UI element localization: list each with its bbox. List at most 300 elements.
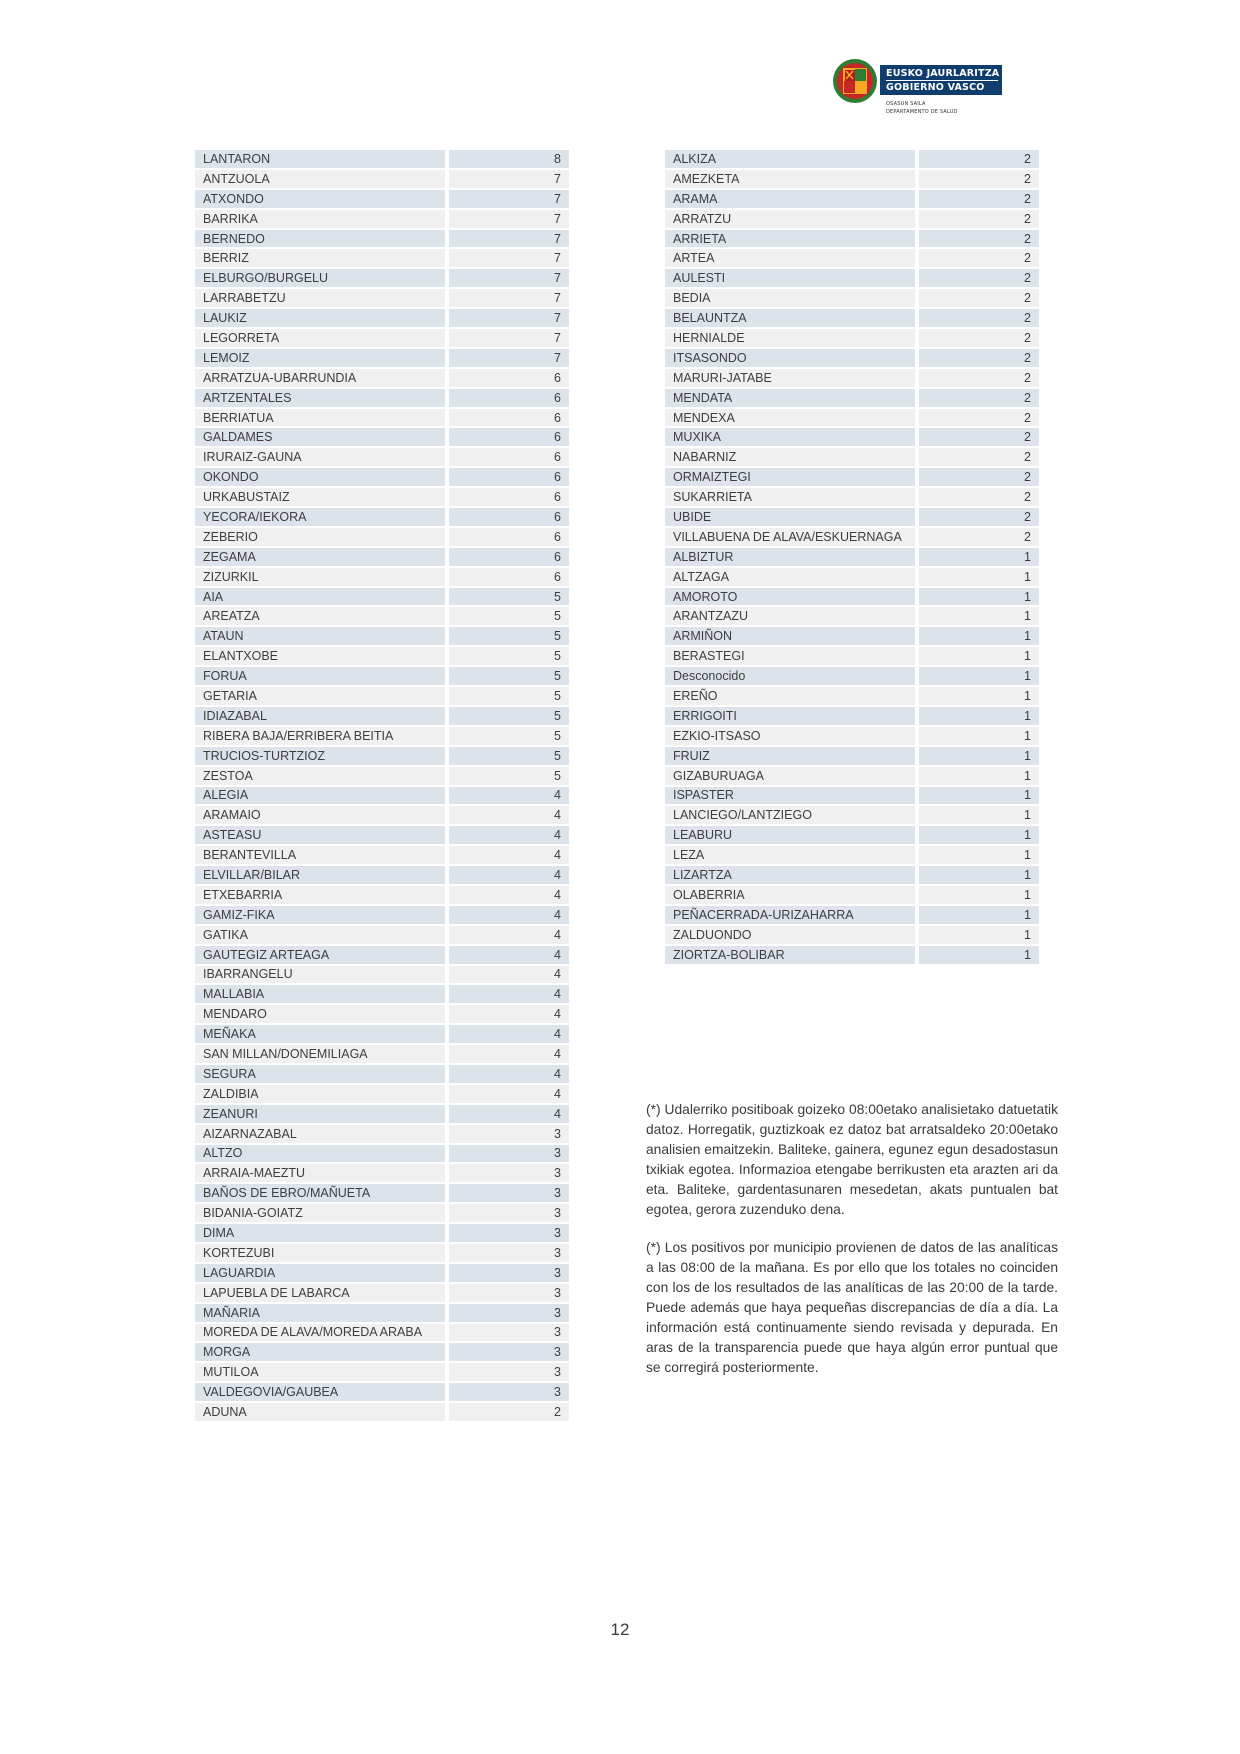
positive-count: 6	[445, 488, 569, 508]
table-row	[195, 349, 569, 369]
table-row	[665, 389, 1039, 409]
municipality-name: LANTARON	[195, 150, 445, 170]
table-row	[665, 946, 1039, 966]
table-row	[195, 866, 569, 886]
municipality-name: ATXONDO	[195, 190, 445, 210]
municipality-name: ALEGIA	[195, 787, 445, 807]
municipality-name: BEDIA	[665, 289, 915, 309]
municipality-name: ELANTXOBE	[195, 647, 445, 667]
municipality-name: NABARNIZ	[665, 448, 915, 468]
positive-count: 2	[445, 1403, 569, 1423]
municipality-name: BELAUNTZA	[665, 309, 915, 329]
table-row	[195, 170, 569, 190]
municipality-name: MENDEXA	[665, 409, 915, 429]
positive-count: 1	[915, 946, 1039, 966]
positive-count: 4	[445, 806, 569, 826]
table-row	[195, 428, 569, 448]
positive-count: 4	[445, 906, 569, 926]
municipality-name: VALDEGOVIA/GAUBEA	[195, 1383, 445, 1403]
municipality-name: GAMIZ-FIKA	[195, 906, 445, 926]
table-row	[665, 508, 1039, 528]
municipality-name: ARAMA	[665, 190, 915, 210]
positive-count: 5	[445, 767, 569, 787]
municipality-name: ANTZUOLA	[195, 170, 445, 190]
table-row	[195, 150, 569, 170]
municipality-name: AIA	[195, 588, 445, 608]
table-row	[195, 190, 569, 210]
municipality-name: ASTEASU	[195, 826, 445, 846]
municipality-name: MOREDA DE ALAVA/MOREDA ARABA	[195, 1324, 445, 1344]
positive-count: 7	[445, 309, 569, 329]
positive-count: 2	[915, 190, 1039, 210]
municipality-name: GAUTEGIZ ARTEAGA	[195, 946, 445, 966]
positive-count: 7	[445, 230, 569, 250]
positive-count: 6	[445, 428, 569, 448]
table-row	[665, 926, 1039, 946]
table-row	[195, 607, 569, 627]
positive-count: 1	[915, 687, 1039, 707]
positive-count: 1	[915, 548, 1039, 568]
positive-count: 4	[445, 946, 569, 966]
municipality-name: MAÑARIA	[195, 1304, 445, 1324]
table-row	[665, 627, 1039, 647]
municipality-name: ZIORTZA-BOLIBAR	[665, 946, 915, 966]
positive-count: 2	[915, 349, 1039, 369]
table-row	[195, 1304, 569, 1324]
positive-count: 3	[445, 1164, 569, 1184]
municipality-name: MORGA	[195, 1343, 445, 1363]
municipality-name: SAN MILLAN/DONEMILIAGA	[195, 1045, 445, 1065]
positive-count: 6	[445, 369, 569, 389]
positive-count: 7	[445, 190, 569, 210]
positive-count: 7	[445, 349, 569, 369]
positive-count: 1	[915, 866, 1039, 886]
table-row	[195, 488, 569, 508]
municipality-name: ELVILLAR/BILAR	[195, 866, 445, 886]
table-row	[195, 846, 569, 866]
table-row	[195, 1125, 569, 1145]
positive-count: 1	[915, 747, 1039, 767]
table-row	[195, 1145, 569, 1165]
positive-count: 1	[915, 627, 1039, 647]
municipality-name: ALKIZA	[665, 150, 915, 170]
table-row	[665, 309, 1039, 329]
positive-count: 2	[915, 249, 1039, 269]
positive-count: 1	[915, 707, 1039, 727]
municipality-name: ALTZO	[195, 1145, 445, 1165]
municipality-name: SUKARRIETA	[665, 488, 915, 508]
table-row	[195, 647, 569, 667]
table-row	[195, 588, 569, 608]
municipality-name: OLABERRIA	[665, 886, 915, 906]
table-row	[195, 806, 569, 826]
positive-count: 4	[445, 966, 569, 986]
table-row	[195, 269, 569, 289]
municipality-name: LAUKIZ	[195, 309, 445, 329]
table-row	[195, 329, 569, 349]
municipality-name: UBIDE	[665, 508, 915, 528]
table-row	[195, 389, 569, 409]
table-row	[195, 787, 569, 807]
positive-count: 4	[445, 846, 569, 866]
table-row	[665, 866, 1039, 886]
table-row	[665, 747, 1039, 767]
table-row	[665, 170, 1039, 190]
table-row	[195, 1264, 569, 1284]
municipality-name: ARTEA	[665, 249, 915, 269]
table-row	[195, 985, 569, 1005]
table-row	[195, 1343, 569, 1363]
municipality-name: LANCIEGO/LANTZIEGO	[665, 806, 915, 826]
positive-count: 1	[915, 787, 1039, 807]
positive-count: 2	[915, 309, 1039, 329]
table-row	[195, 767, 569, 787]
municipality-name: LARRABETZU	[195, 289, 445, 309]
municipality-name: IDIAZABAL	[195, 707, 445, 727]
positive-count: 2	[915, 269, 1039, 289]
table-row	[195, 826, 569, 846]
municipality-name: MUTILOA	[195, 1363, 445, 1383]
table-row	[665, 787, 1039, 807]
positive-count: 3	[445, 1224, 569, 1244]
positive-count: 6	[445, 528, 569, 548]
positive-count: 4	[445, 1065, 569, 1085]
table-row	[195, 1324, 569, 1344]
municipality-name: ZESTOA	[195, 767, 445, 787]
municipality-name: GALDAMES	[195, 428, 445, 448]
table-row	[195, 528, 569, 548]
table-row	[665, 329, 1039, 349]
positive-count: 2	[915, 488, 1039, 508]
municipality-name: LEGORRETA	[195, 329, 445, 349]
table-row	[665, 150, 1039, 170]
positive-count: 1	[915, 846, 1039, 866]
positive-count: 4	[445, 787, 569, 807]
positive-count: 3	[445, 1184, 569, 1204]
municipality-name: ZALDIBIA	[195, 1085, 445, 1105]
footnotes	[646, 1100, 1058, 1396]
positive-count: 2	[915, 369, 1039, 389]
positive-count: 2	[915, 528, 1039, 548]
positive-count: 3	[445, 1204, 569, 1224]
positive-count: 5	[445, 667, 569, 687]
table-row	[665, 826, 1039, 846]
positive-count: 1	[915, 806, 1039, 826]
municipality-name: BERNEDO	[195, 230, 445, 250]
municipality-name: ZEANURI	[195, 1105, 445, 1125]
positive-count: 3	[445, 1264, 569, 1284]
municipality-name: MALLABIA	[195, 985, 445, 1005]
table-row	[665, 428, 1039, 448]
table-row	[665, 409, 1039, 429]
table-row	[195, 906, 569, 926]
table-row	[195, 309, 569, 329]
table-row	[665, 548, 1039, 568]
table-row	[665, 767, 1039, 787]
page-number: 12	[610, 1620, 630, 1639]
positive-count: 7	[445, 329, 569, 349]
positive-count: 1	[915, 667, 1039, 687]
municipality-name: IBARRANGELU	[195, 966, 445, 986]
positive-count: 7	[445, 249, 569, 269]
positive-count: 3	[445, 1363, 569, 1383]
municipality-name: ARRIETA	[665, 230, 915, 250]
note-spanish: (*) Los positivos por municipio provienen de datos de las analíticas a las 08:00 de la mañana. Es por ello que los totales no coinciden con los de los resultados de las analíticas de las 20:00 de la tarde. Puede además que haya pequeñas discrepancias de día a día. La información está continuamente siendo revisada y depurada. En aras de la transparencia puede que haya algún error puntual que se corregirá posteriormente.	[646, 1240, 1058, 1375]
municipality-name: AMEZKETA	[665, 170, 915, 190]
table-row	[195, 1085, 569, 1105]
table-row	[195, 369, 569, 389]
municipality-name: MARURI-JATABE	[665, 369, 915, 389]
table-row	[665, 588, 1039, 608]
positive-count: 2	[915, 150, 1039, 170]
municipality-name: MENDATA	[665, 389, 915, 409]
municipality-name: EZKIO-ITSASO	[665, 727, 915, 747]
table-row	[195, 946, 569, 966]
table-row	[665, 806, 1039, 826]
table-row	[665, 687, 1039, 707]
positive-count: 2	[915, 289, 1039, 309]
positive-count: 4	[445, 886, 569, 906]
positive-count: 3	[445, 1244, 569, 1264]
table-row	[195, 1005, 569, 1025]
municipality-name: PEÑACERRADA-URIZAHARRA	[665, 906, 915, 926]
municipality-name: LAPUEBLA DE LABARCA	[195, 1284, 445, 1304]
positive-count: 3	[445, 1324, 569, 1344]
positive-count: 1	[915, 906, 1039, 926]
positive-count: 4	[445, 1105, 569, 1125]
municipality-name: LAGUARDIA	[195, 1264, 445, 1284]
municipality-name: BERRIATUA	[195, 409, 445, 429]
table-row	[665, 230, 1039, 250]
table-row	[195, 966, 569, 986]
municipality-name: ELBURGO/BURGELU	[195, 269, 445, 289]
positive-count: 5	[445, 707, 569, 727]
positive-count: 5	[445, 727, 569, 747]
positive-count: 1	[915, 588, 1039, 608]
municipality-name: ZIZURKIL	[195, 568, 445, 588]
positive-count: 6	[445, 468, 569, 488]
table-row	[665, 468, 1039, 488]
logo-department-spanish: DEPARTAMENTO DE SALUD	[886, 109, 958, 115]
table-row	[195, 727, 569, 747]
positive-count: 6	[445, 548, 569, 568]
municipality-name: ARMIÑON	[665, 627, 915, 647]
positive-count: 1	[915, 886, 1039, 906]
positive-count: 1	[915, 926, 1039, 946]
table-row	[195, 289, 569, 309]
municipality-name: FRUIZ	[665, 747, 915, 767]
logo-department-basque: OSASUN SAILA	[886, 101, 926, 107]
positive-count: 1	[915, 767, 1039, 787]
positive-count: 6	[445, 448, 569, 468]
positive-count: 2	[915, 170, 1039, 190]
municipality-name: GATIKA	[195, 926, 445, 946]
positive-count: 3	[445, 1145, 569, 1165]
municipality-name: FORUA	[195, 667, 445, 687]
municipality-name: YECORA/IEKORA	[195, 508, 445, 528]
table-row	[195, 627, 569, 647]
table-row	[195, 210, 569, 230]
municipality-name: ETXEBARRIA	[195, 886, 445, 906]
municipality-name: ARTZENTALES	[195, 389, 445, 409]
municipality-name: ATAUN	[195, 627, 445, 647]
table-row	[665, 488, 1039, 508]
table-row	[665, 269, 1039, 289]
municipality-name: ARRATZUA-UBARRUNDIA	[195, 369, 445, 389]
positive-count: 2	[915, 508, 1039, 528]
municipality-name: ZEBERIO	[195, 528, 445, 548]
municipality-name: AIZARNAZABAL	[195, 1125, 445, 1145]
positive-count: 1	[915, 568, 1039, 588]
table-row	[195, 1204, 569, 1224]
positive-count: 3	[445, 1304, 569, 1324]
municipality-name: MUXIKA	[665, 428, 915, 448]
municipality-name: RIBERA BAJA/ERRIBERA BEITIA	[195, 727, 445, 747]
table-row	[665, 707, 1039, 727]
coat-of-arms-icon	[832, 58, 878, 104]
positive-count: 3	[445, 1343, 569, 1363]
table-row	[195, 1403, 569, 1423]
municipality-name: LEZA	[665, 846, 915, 866]
positive-count: 2	[915, 389, 1039, 409]
municipality-name: AREATZA	[195, 607, 445, 627]
municipality-name: BARRIKA	[195, 210, 445, 230]
table-row	[195, 508, 569, 528]
positive-count: 5	[445, 627, 569, 647]
logo-wordmark: EUSKO JAURLARITZA GOBIERNO VASCO	[880, 65, 1002, 95]
table-row	[195, 468, 569, 488]
table-row	[195, 1025, 569, 1045]
municipality-name: EREÑO	[665, 687, 915, 707]
table-row	[195, 1045, 569, 1065]
table-row	[195, 1224, 569, 1244]
municipality-name: ARAMAIO	[195, 806, 445, 826]
table-row	[195, 230, 569, 250]
positive-count: 3	[445, 1383, 569, 1403]
table-row	[195, 1184, 569, 1204]
municipality-name: TRUCIOS-TURTZIOZ	[195, 747, 445, 767]
municipality-name: ITSASONDO	[665, 349, 915, 369]
positive-count: 8	[445, 150, 569, 170]
table-row	[665, 448, 1039, 468]
positive-count: 1	[915, 826, 1039, 846]
table-row	[665, 349, 1039, 369]
municipality-name: ARRAIA-MAEZTU	[195, 1164, 445, 1184]
table-row	[195, 1105, 569, 1125]
municipality-name: HERNIALDE	[665, 329, 915, 349]
table-row	[665, 647, 1039, 667]
positive-count: 4	[445, 866, 569, 886]
positive-count: 7	[445, 210, 569, 230]
positive-count: 2	[915, 329, 1039, 349]
table-row	[665, 568, 1039, 588]
positive-count: 2	[915, 230, 1039, 250]
municipality-name: ALTZAGA	[665, 568, 915, 588]
municipality-name: AULESTI	[665, 269, 915, 289]
positive-count: 4	[445, 826, 569, 846]
positive-count: 3	[445, 1125, 569, 1145]
municipality-name: ZALDUONDO	[665, 926, 915, 946]
table-row	[195, 568, 569, 588]
positive-count: 2	[915, 448, 1039, 468]
municipality-name: VILLABUENA DE ALAVA/ESKUERNAGA	[665, 528, 915, 548]
positive-count: 2	[915, 428, 1039, 448]
positive-count: 3	[445, 1284, 569, 1304]
municipality-name: MENDARO	[195, 1005, 445, 1025]
positive-count: 5	[445, 687, 569, 707]
table-row	[195, 1383, 569, 1403]
positive-count: 1	[915, 607, 1039, 627]
positive-count: 4	[445, 926, 569, 946]
positive-count: 7	[445, 170, 569, 190]
table-row	[665, 289, 1039, 309]
table-row	[195, 1164, 569, 1184]
table-row	[195, 409, 569, 429]
municipality-name: URKABUSTAIZ	[195, 488, 445, 508]
positive-count: 6	[445, 409, 569, 429]
municipality-name: SEGURA	[195, 1065, 445, 1085]
positive-count: 1	[915, 727, 1039, 747]
municipality-name: AMOROTO	[665, 588, 915, 608]
positive-count: 2	[915, 210, 1039, 230]
positive-count: 2	[915, 409, 1039, 429]
positive-count: 2	[915, 468, 1039, 488]
municipality-name: MEÑAKA	[195, 1025, 445, 1045]
table-row	[195, 667, 569, 687]
positive-count: 6	[445, 389, 569, 409]
municipality-name: ISPASTER	[665, 787, 915, 807]
municipality-name: Desconocido	[665, 667, 915, 687]
municipality-table-right	[665, 150, 1039, 966]
positive-count: 6	[445, 568, 569, 588]
table-row	[665, 906, 1039, 926]
table-row	[195, 1244, 569, 1264]
positive-count: 4	[445, 985, 569, 1005]
municipality-name: DIMA	[195, 1224, 445, 1244]
positive-count: 4	[445, 1025, 569, 1045]
table-row	[195, 1065, 569, 1085]
table-row	[665, 607, 1039, 627]
positive-count: 5	[445, 607, 569, 627]
table-row	[665, 190, 1039, 210]
municipality-name: BERRIZ	[195, 249, 445, 269]
note-basque: (*) Udalerriko positiboak goizeko 08:00etako analisietako datuetatik datoz. Horregatik, guztizkoak ez datoz bat arratsaldeko 20:00etako analisien emaitzekin. Baliteke, gainera, egunez egun desadostasun txikiak egotea. Informazioa etengabe berrikusten eta arazten ari da eta. Baliteke, gardentasunaren mesedetan, akats puntualen bat egotea, gerora zuzenduko dena.	[646, 1102, 1058, 1217]
municipality-name: LEABURU	[665, 826, 915, 846]
municipality-name: BAÑOS DE EBRO/MAÑUETA	[195, 1184, 445, 1204]
municipality-table-left	[195, 150, 569, 1423]
positive-count: 1	[915, 647, 1039, 667]
table-row	[665, 667, 1039, 687]
municipality-name: ARANTZAZU	[665, 607, 915, 627]
table-row	[665, 210, 1039, 230]
municipality-name: GETARIA	[195, 687, 445, 707]
municipality-name: BERASTEGI	[665, 647, 915, 667]
table-row	[665, 727, 1039, 747]
table-row	[195, 747, 569, 767]
table-row	[665, 886, 1039, 906]
municipality-name: KORTEZUBI	[195, 1244, 445, 1264]
table-row	[195, 249, 569, 269]
positive-count: 4	[445, 1045, 569, 1065]
municipality-name: ARRATZU	[665, 210, 915, 230]
table-row	[665, 528, 1039, 548]
municipality-name: ALBIZTUR	[665, 548, 915, 568]
positive-count: 7	[445, 289, 569, 309]
positive-count: 6	[445, 508, 569, 528]
municipality-name: BIDANIA-GOIATZ	[195, 1204, 445, 1224]
municipality-name: IRURAIZ-GAUNA	[195, 448, 445, 468]
positive-count: 7	[445, 269, 569, 289]
